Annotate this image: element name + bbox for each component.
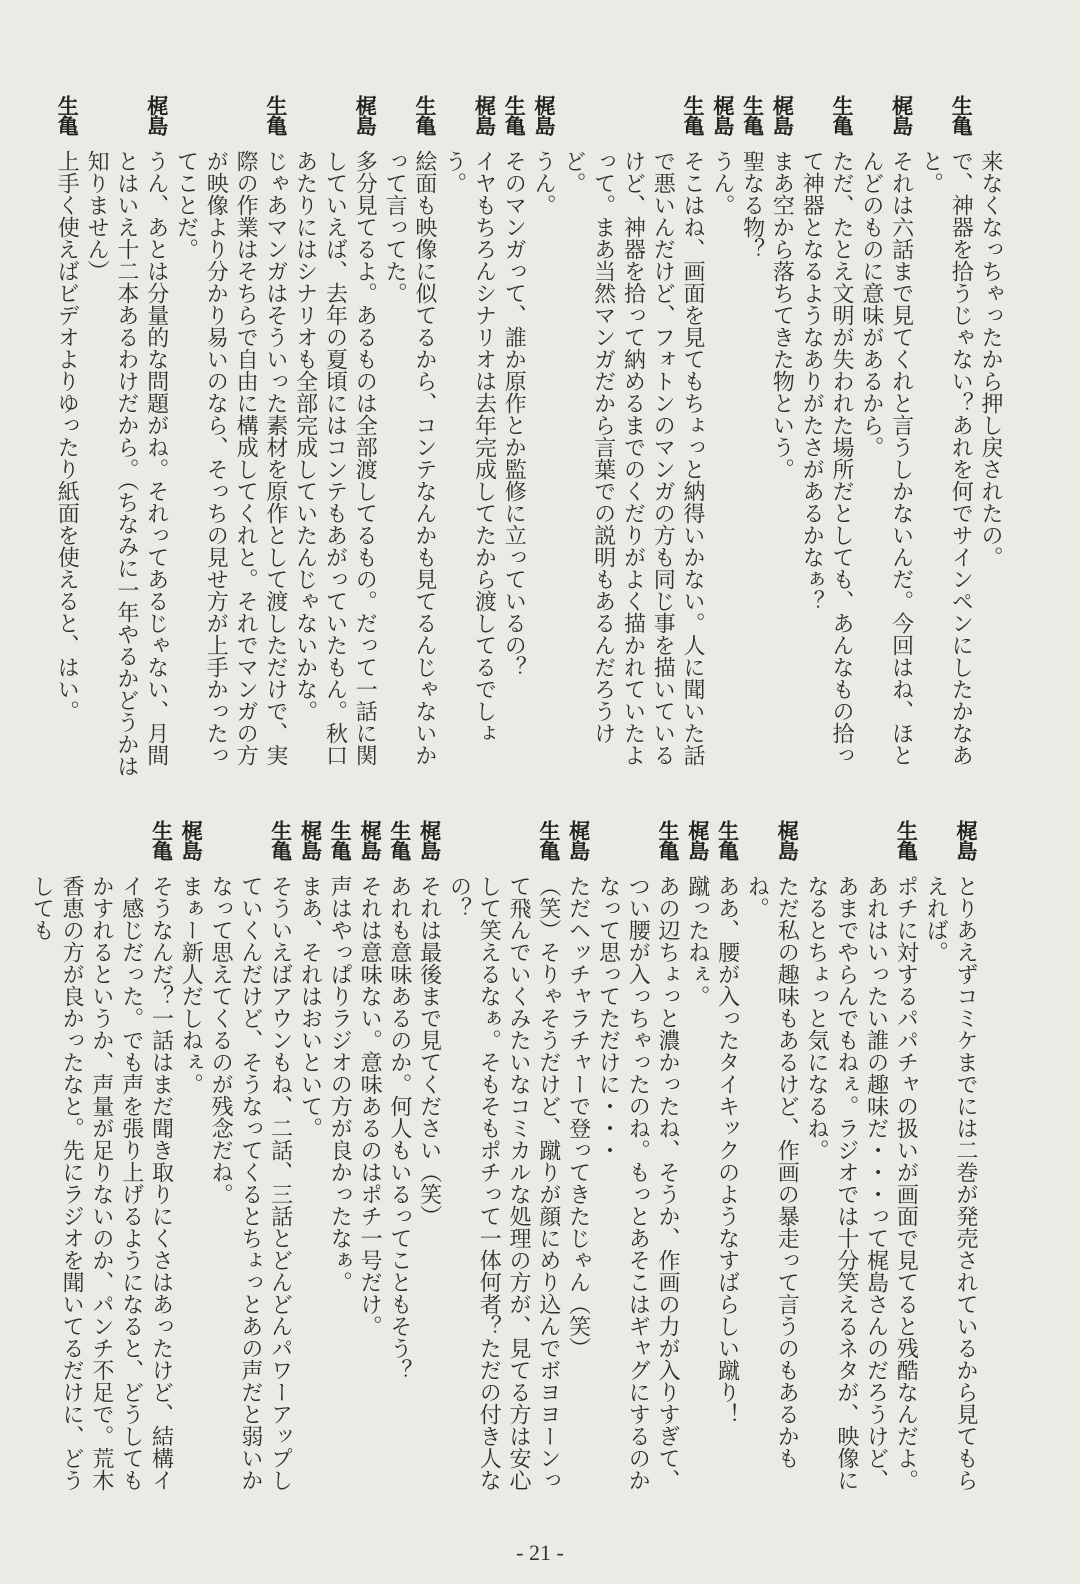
dialogue-text: ただ私の趣味もあるけど、作画の暴走って言うのもあるかもね。 <box>744 875 800 1469</box>
speaker-name: 生亀 <box>949 95 974 135</box>
dialogue-text: そのマンガって、誰か原作とか監修に立っているの？ <box>501 150 527 678</box>
speaker-name: 梶島 <box>417 820 442 860</box>
dialogue-entry <box>354 820 384 1510</box>
dialogue-text: うん、あとは分量的な問題がね。それってあるじゃない、月間とはいえ十二本あるわけだから。（ちなみに一年やるかどうかは知りません） <box>84 150 169 777</box>
dialogue-text: じゃあマンガはそういった素材を原作として渡しただけで、実際の作業はそちらで自由に構成してくれと。それでマンガの方が映像より分かり易いのなら、そっちの見せ方が上手かったってことだ。 <box>173 150 288 766</box>
speaker-name: 梶島 <box>532 95 557 135</box>
speaker-name: 梶島 <box>889 95 914 135</box>
interview-upper-section <box>52 95 1006 780</box>
dialogue-text: まあ空から落ちてきた物という。 <box>769 150 795 480</box>
dialogue-text: あれも意味あるのか。何人もいるってこともそう？ <box>386 875 412 1381</box>
speaker-name: 生亀 <box>412 95 437 135</box>
dialogue-text: イヤもちろんシナリオは去年完成してたから渡してるでしょう。 <box>441 150 497 744</box>
dialogue-text: とりあえずコミケまでには二巻が発売されているから見てもらえれば。 <box>923 875 978 1491</box>
speaker-name: 梶島 <box>954 820 978 860</box>
dialogue-entry <box>498 95 528 780</box>
dialogue-entry <box>916 95 976 780</box>
dialogue-text: それは意味ない。意味あるのはポチ一号だけ。 <box>357 875 383 1337</box>
speaker-name: 梶島 <box>566 820 591 860</box>
dialogue-text: そうなんだ？一話はまだ聞き取りにくさはあったけど、結構イイ感じだった。でも声を張り上げるようになると、どうしてもかすれるというか、声量が足りないのか、パンチ不足で。荒木香恵の方が良かったなと。先にラジオを聞いてるだけに、どうしても <box>29 875 174 1491</box>
dialogue-text: ただヘッチャラチャーで登ってきたじゃん（笑） <box>565 875 591 1359</box>
interview-lower-section <box>27 820 981 1510</box>
speaker-name: 梶島 <box>770 95 795 135</box>
speaker-name: 梶島 <box>144 95 169 135</box>
speaker-name: 生亀 <box>656 820 681 860</box>
speaker-name: 生亀 <box>149 820 174 860</box>
dialogue-entry <box>712 820 742 1510</box>
dialogue-entry <box>205 820 294 1510</box>
speaker-name: 梶島 <box>353 95 378 135</box>
dialogue-text: 声はやっぱりラジオの方が良かったなぁ。 <box>327 875 353 1293</box>
dialogue-entry <box>767 95 797 780</box>
speaker-name: 生亀 <box>536 820 561 860</box>
speaker-name: 生亀 <box>740 95 765 135</box>
dialogue-entry <box>856 95 916 780</box>
dialogue-text: それは最後まで見てください（笑） <box>416 875 442 1227</box>
page-number: - 21 - <box>516 1540 564 1565</box>
dialogue-entry <box>27 820 176 1510</box>
dialogue-text: まあ、それはおいといて。 <box>297 875 323 1139</box>
speaker-name: 梶島 <box>472 95 497 135</box>
speaker-name: 梶島 <box>298 820 323 860</box>
dialogue-entry <box>384 820 414 1510</box>
dialogue-entry <box>528 95 558 780</box>
speaker-name: 生亀 <box>268 820 293 860</box>
speaker-name: 生亀 <box>894 820 919 860</box>
speaker-name: 生亀 <box>502 95 527 135</box>
speaker-name: 梶島 <box>358 820 383 860</box>
speaker-name: 梶島 <box>179 820 204 860</box>
dialogue-text: 多分見てるよ。あるものは全部渡してるもの。だって一話に関していえば、去年の夏頃にはコンテもあがっていたもん。秋口あたりにはシナリオも全部完成していたんじゃないかな。 <box>292 150 378 766</box>
dialogue-entry <box>920 820 980 1510</box>
dialogue-entry <box>290 95 379 780</box>
dialogue-text: ポチに対するパパチャの扱いが画面で見てると残酷なんだよ。あれはいったい誰の趣味だ・・・って梶島さんのだろうけど、あまでやらんでもねぇ。ラジオでは十分笑えるネタが、映像になるとちょっと気になるね。 <box>804 875 919 1491</box>
dialogue-text: 来なくなっちゃったから押し戻されたの。 <box>978 150 1003 568</box>
dialogue-text: （笑）そりゃそうだけど、蹴りが顔にめり込んでボヨヨーンって飛んでいくみたいなコミカルな処理の方が、見てる方は安心して笑えるなぁ。そもそもポチって一体何者？ただの付き人なの？ <box>446 875 561 1491</box>
dialogue-text: そういえばアウンもね、二話、三話とどんどんパワーアップしていくんだけど、そうなってくるとちょっとあの声だと弱いかなって思えてくるのが残念だね。 <box>208 875 293 1491</box>
speaker-name: 生亀 <box>681 95 706 135</box>
dialogue-entry <box>175 820 205 1510</box>
dialogue-entry <box>707 95 737 780</box>
speaker-name: 生亀 <box>715 820 740 860</box>
dialogue-text: ただ、たとえ文明が失われた場所だとしても、あんなもの拾って神器となるようなありがたさがあるかなぁ？ <box>799 150 855 766</box>
speaker-name: 生亀 <box>387 820 412 860</box>
dialogue-entry <box>682 820 712 1510</box>
dialogue-text: 蹴ったねぇ。 <box>684 875 710 1007</box>
dialogue-text: そこはね、画面を見てもちょっと納得いかない。人に聞いた話で悪いんだけど、フォトンのマンガの方も同じ事を描いているけど、神器を拾って納めるまでのくだりがよく描かれていたよって。まあ当然マンガだから言葉での説明もあるんだろうけど。 <box>560 150 706 766</box>
speaker-name: 生亀 <box>830 95 855 135</box>
dialogue-entry <box>801 820 920 1510</box>
speaker-name: 生亀 <box>55 95 80 135</box>
dialogue-entry <box>52 95 82 780</box>
dialogue-text: で、神器を拾うじゃない？あれを何でサインペンにしたかなあと。 <box>918 150 974 766</box>
dialogue-text: 絵面も映像に似てるから、コンテなんかも見てるんじゃないかって言ってた。 <box>382 150 437 766</box>
dialogue-text: あの辺ちょっと濃かったね、そうか、作画の力が入りすぎて、つい腰が入っちゃったのね。もっとあそこはギャグにするのかなって思ってただけに・・・ <box>595 875 681 1491</box>
dialogue-entry <box>975 95 1005 780</box>
dialogue-entry <box>324 820 354 1510</box>
dialogue-entry <box>81 95 170 780</box>
speaker-name: 生亀 <box>263 95 288 135</box>
dialogue-entry <box>171 95 290 780</box>
dialogue-text: うん。 <box>709 150 735 216</box>
dialogue-text: ああ、腰が入ったタイキックのようなすばらしい蹴り！ <box>714 875 740 1425</box>
dialogue-entry <box>558 95 707 780</box>
dialogue-entry <box>295 820 325 1510</box>
dialogue-entry <box>563 820 593 1510</box>
speaker-name: 梶島 <box>775 820 800 860</box>
dialogue-entry <box>444 820 563 1510</box>
dialogue-text: それは六話まで見てくれと言うしかないんだ。今回はね、ほとんどのものに意味があるから。 <box>858 150 914 766</box>
dialogue-text: 上手く使えばビデオよりゆったり紙面を使えると、はい。 <box>54 150 80 722</box>
dialogue-entry <box>414 820 444 1510</box>
dialogue-entry <box>737 95 767 780</box>
dialogue-entry <box>593 820 682 1510</box>
dialogue-text: 聖なる物？ <box>739 150 765 260</box>
dialogue-entry <box>796 95 856 780</box>
dialogue-entry <box>379 95 439 780</box>
speaker-name: 梶島 <box>685 820 710 860</box>
dialogue-entry <box>439 95 499 780</box>
speaker-name: 生亀 <box>328 820 353 860</box>
dialogue-text: まぁー新人だしねぇ。 <box>178 875 204 1095</box>
speaker-name: 梶島 <box>710 95 735 135</box>
dialogue-text: うん。 <box>531 150 557 216</box>
dialogue-entry <box>742 820 802 1510</box>
